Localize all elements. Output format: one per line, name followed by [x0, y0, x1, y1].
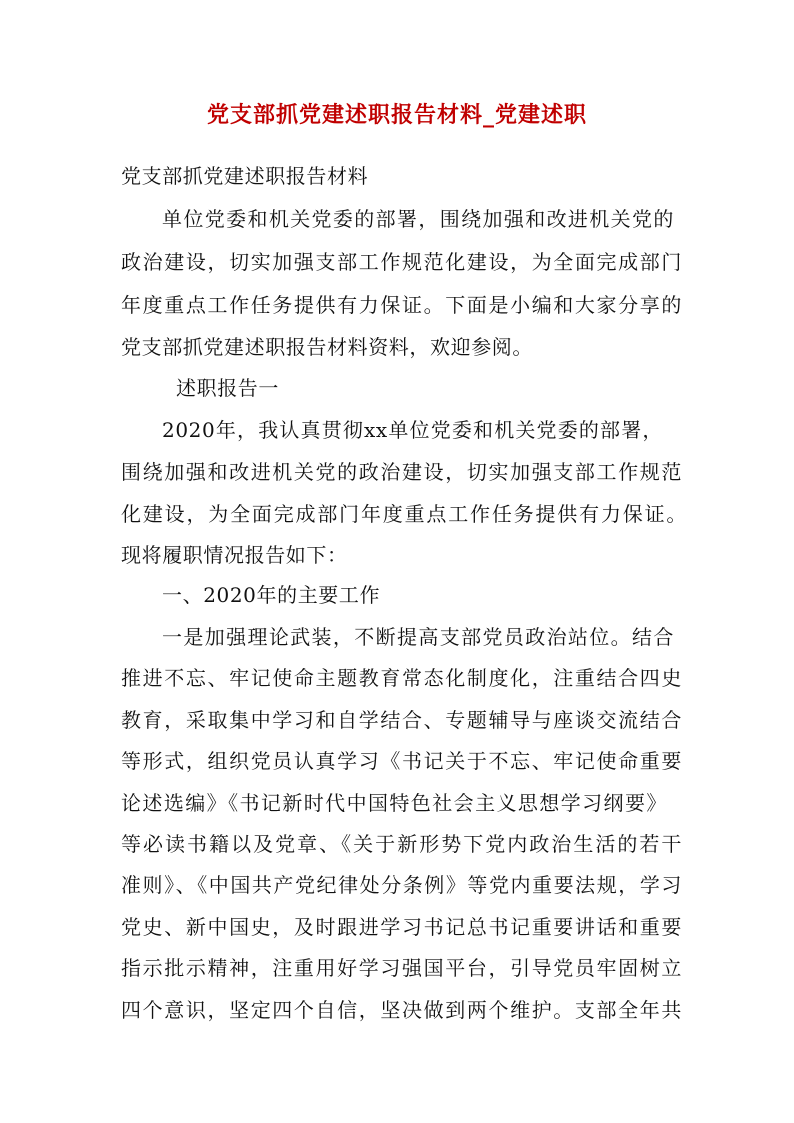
paragraph-line: 教育，采取集中学习和自学结合、专题辅导与座谈交流结合 — [121, 708, 682, 732]
subtitle-line: 党支部抓党建述职报告材料 — [121, 164, 369, 188]
paragraph-line: 政治建设，切实加强支部工作规范化建设，为全面完成部门 — [121, 250, 682, 274]
paragraph-line: 化建设，为全面完成部门年度重点工作任务提供有力保证。 — [121, 502, 687, 526]
paragraph-line: 等必读书籍以及党章、《关于新形势下党内政治生活的若干 — [121, 832, 682, 856]
section-heading: 述职报告一 — [176, 376, 279, 400]
paragraph-line: 指示批示精神，注重用好学习强国平台，引导党员牢固树立 — [121, 956, 682, 980]
paragraph-line: 党支部抓党建述职报告材料资料，欢迎参阅。 — [121, 335, 533, 359]
paragraph-line: 等形式，组织党员认真学习《书记关于不忘、牢记使命重要 — [121, 749, 682, 773]
paragraph-line: 准则》、《中国共产党纪律处分条例》等党内重要法规，学习 — [121, 873, 682, 897]
paragraph-line: 论述选编》《书记新时代中国特色社会主义思想学习纲要》 — [121, 791, 667, 815]
document-title: 党支部抓党建述职报告材料_党建述职 — [206, 102, 587, 128]
paragraph-line: 单位党委和机关党委的部署，围绕加强和改进机关党的 — [162, 207, 674, 231]
paragraph-line: 2020年，我认真贯彻xx单位党委和机关党委的部署， — [162, 418, 663, 442]
paragraph-line: 现将履职情况报告如下： — [121, 543, 348, 567]
paragraph-line: 四个意识，坚定四个自信，坚决做到两个维护。支部全年共 — [121, 998, 682, 1022]
paragraph-line: 推进不忘、牢记使命主题教育常态化制度化，注重结合四史 — [121, 666, 682, 690]
section-heading: 一、2020年的主要工作 — [162, 583, 381, 607]
paragraph-line: 围绕加强和改进机关党的政治建设，切实加强支部工作规范 — [121, 460, 682, 484]
paragraph-line: 年度重点工作任务提供有力保证。下面是小编和大家分享的 — [121, 293, 682, 317]
paragraph-line: 一是加强理论武装，不断提高支部党员政治站位。结合 — [162, 625, 674, 649]
paragraph-line: 党史、新中国史，及时跟进学习书记总书记重要讲话和重要 — [121, 915, 682, 939]
